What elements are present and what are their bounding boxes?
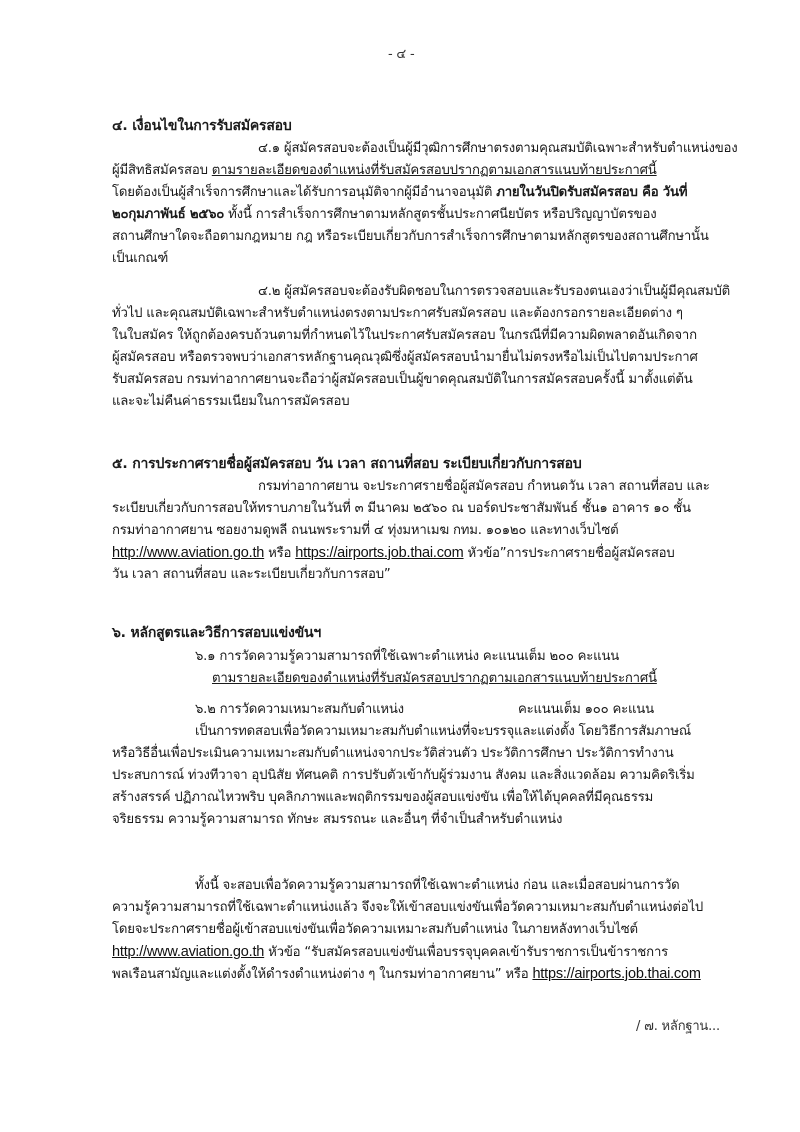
aviation-website-link[interactable]: http://www.aviation.go.th [112,944,265,960]
airports-job-link[interactable]: https://airports.job.thai.com [295,545,464,561]
closing-date-emphasis: ภายในวันปิดรับสมัครสอบ คือ วันที่ [496,185,688,200]
text: โดยต้องเป็นผู้สำเร็จการศึกษาและได้รับการอนุมัติจากผู้มีอำนาจอนุมัติ [112,185,497,200]
closing-line-2: ความรู้ความสามารถที่ใช้เฉพาะตำแหน่งแล้ว จึงจะให้เข้าสอบแข่งขันเพื่อวัดความเหมาะสมกับตำแหน่งต่อไป [112,900,704,915]
attachment-reference: ตามรายละเอียดของตำแหน่งที่รับสมัครสอบปรากฏตามเอกสารแนบท้ายประกาศนี้ [211,163,657,178]
section-4-2-line-2: ทั่วไป และคุณสมบัติเฉพาะสำหรับตำแหน่งตรงตามประกาศรับสมัครสอบ และต้องกรอกรายละเอียดต่าง ๆ [112,306,683,321]
section-5-line-2: ระเบียบเกี่ยวกับการสอบให้ทราบภายในวันที่ ๓ มีนาคม ๒๕๖๐ ณ บอร์ดประชาสัมพันธ์ ชั้น๑ อาคาร ๑๐ ชั้น [112,501,691,516]
section-6-2-score: คะแนนเต็ม ๑๐๐ คะแนน [518,702,654,717]
page-number: - ๔ - [388,47,415,62]
aviation-website-link[interactable]: http://www.aviation.go.th [112,545,265,561]
section-4-1-line-6: เป็นเกณฑ์ [112,251,169,266]
text: ทั้งนี้ การสำเร็จการศึกษาตามหลักสูตรชั้นประกาศนียบัตร หรือปริญญาบัตรของ [224,207,657,222]
section-6-2-line-1: เป็นการทดสอบเพื่อวัดความเหมาะสมกับตำแหน่งที่จะบรรจุและแต่งตั้ง โดยวิธีการสัมภาษณ์ [195,724,691,739]
section-4-1-line-2 [112,161,657,181]
closing-line-4 [112,942,668,963]
section-4-1-line-4 [112,205,656,225]
text: ผู้มีสิทธิสมัครสอบ [112,163,212,178]
section-5-line-3: กรมท่าอากาศยาน ซอยงามดูพลี ถนนพระรามที่ ๔ ทุ่งมหาเมฆ กทม. ๑๐๑๒๐ และทางเว็บไซต์ [112,523,619,538]
section-6-2-line-3: ประสบการณ์ ท่วงทีวาจา อุปนิสัย ทัศนคติ การปรับตัวเข้ากับผู้ร่วมงาน สังคม และสิ่งแวดล้อม ความคิดริเริ่ม [112,768,695,783]
section-4-2-line-4: ผู้สมัครสอบ หรือตรวจพบว่าเอกสารหลักฐานคุณวุฒิซึ่งผู้สมัครสอบนำมายื่นไม่ตรงหรือไม่เป็นไปตามประกาศ [112,350,698,365]
airports-job-link[interactable]: https://airports.job.thai.com [532,966,701,982]
section-4-1-line-5: สถานศึกษาใดจะถือตามกฎหมาย กฎ หรือระเบียบเกี่ยวกับการสำเร็จการศึกษาตามหลักสูตรของสถานศึกษานั้น [112,229,709,244]
section-6-1-line-2: ตามรายละเอียดของตำแหน่งที่รับสมัครสอบปรากฏตามเอกสารแนบท้ายประกาศนี้ [212,671,657,686]
section-6-2-line-5: จริยธรรม ความรู้ความสามารถ ทักษะ สมรรถนะ และอื่นๆ ที่จำเป็นสำหรับตำแหน่ง [112,812,563,827]
section-4-1-line-1: ๔.๑ ผู้สมัครสอบจะต้องเป็นผู้มีวุฒิการศึกษาตรงตามคุณสมบัติเฉพาะสำหรับตำแหน่งของ [258,141,738,156]
closing-date: ๒๐กุมภาพันธ์ ๒๕๖๐ [112,207,225,222]
section-4-heading: ๔. เงื่อนไขในการรับสมัครสอบ [112,118,292,134]
section-6-2-label: ๖.๒ การวัดความเหมาะสมกับตำแหน่ง [195,702,404,717]
section-5-line-4 [112,543,675,564]
closing-line-5 [112,964,701,985]
text: พลเรือนสามัญและแต่งตั้งให้ดำรงตำแหน่งต่าง ๆ ในกรมท่าอากาศยาน” หรือ [112,967,533,982]
section-4-2-line-1: ๔.๒ ผู้สมัครสอบจะต้องรับผิดชอบในการตรวจสอบและรับรองตนเองว่าเป็นผู้มีคุณสมบัติ [258,284,731,299]
text: หรือ [264,546,296,561]
closing-line-1: ทั้งนี้ จะสอบเพื่อวัดความรู้ความสามารถที่ใช้เฉพาะตำแหน่ง ก่อน และเมื่อสอบผ่านการวัด [195,878,680,893]
section-4-1-line-3 [112,183,687,203]
continuation-note: / ๗. หลักฐาน... [636,1019,720,1034]
section-6-heading: ๖. หลักสูตรและวิธีการสอบแข่งขันฯ [112,625,321,641]
section-6-1-line-1: ๖.๑ การวัดความรู้ความสามารถที่ใช้เฉพาะตำแหน่ง คะแนนเต็ม ๒๐๐ คะแนน [195,649,620,664]
section-5-line-5: วัน เวลา สถานที่สอบ และระเบียบเกี่ยวกับการสอบ” [112,567,391,582]
section-6-2-line-4: สร้างสรรค์ ปฏิภาณไหวพริบ บุคลิกภาพและพฤติกรรมของผู้สอบแข่งขัน เพื่อให้ได้บุคคลที่มีคุณธรรม [112,790,654,805]
section-4-2-line-5: รับสมัครสอบ กรมท่าอากาศยานจะถือว่าผู้สมัครสอบเป็นผู้ขาดคุณสมบัติในการสมัครสอบครั้งนี้ มาตั้งแต่ต้น [112,372,693,387]
closing-line-3: โดยจะประกาศรายชื่อผู้เข้าสอบแข่งขันเพื่อวัดความเหมาะสมกับตำแหน่ง ในภายหลังทางเว็บไซต์ [112,922,638,937]
section-5-line-1: กรมท่าอากาศยาน จะประกาศรายชื่อผู้สมัครสอบ กำหนดวัน เวลา สถานที่สอบ และ [258,479,710,494]
section-5-heading: ๕. การประกาศรายชื่อผู้สมัครสอบ วัน เวลา สถานที่สอบ ระเบียบเกี่ยวกับการสอบ [112,456,582,472]
section-4-2-line-6: และจะไม่คืนค่าธรรมเนียมในการสมัครสอบ [112,394,350,409]
section-6-2-line-2: หรือวิธีอื่นเพื่อประเมินความเหมาะสมกับตำแหน่งจากประวัติส่วนตัว ประวัติการศึกษา ประวัติการทำงาน [112,746,674,761]
section-4-2-line-3: ในใบสมัคร ให้ถูกต้องครบถ้วนตามที่กำหนดไว้ในประกาศรับสมัครสอบ ในกรณีที่มีความผิดพลาดอันเกิดจาก [112,328,697,343]
text: หัวข้อ “รับสมัครสอบแข่งขันเพื่อบรรจุบุคคลเข้ารับราชการเป็นข้าราชการ [264,945,669,960]
text: หัวข้อ”การประกาศรายชื่อผู้สมัครสอบ [463,546,675,561]
